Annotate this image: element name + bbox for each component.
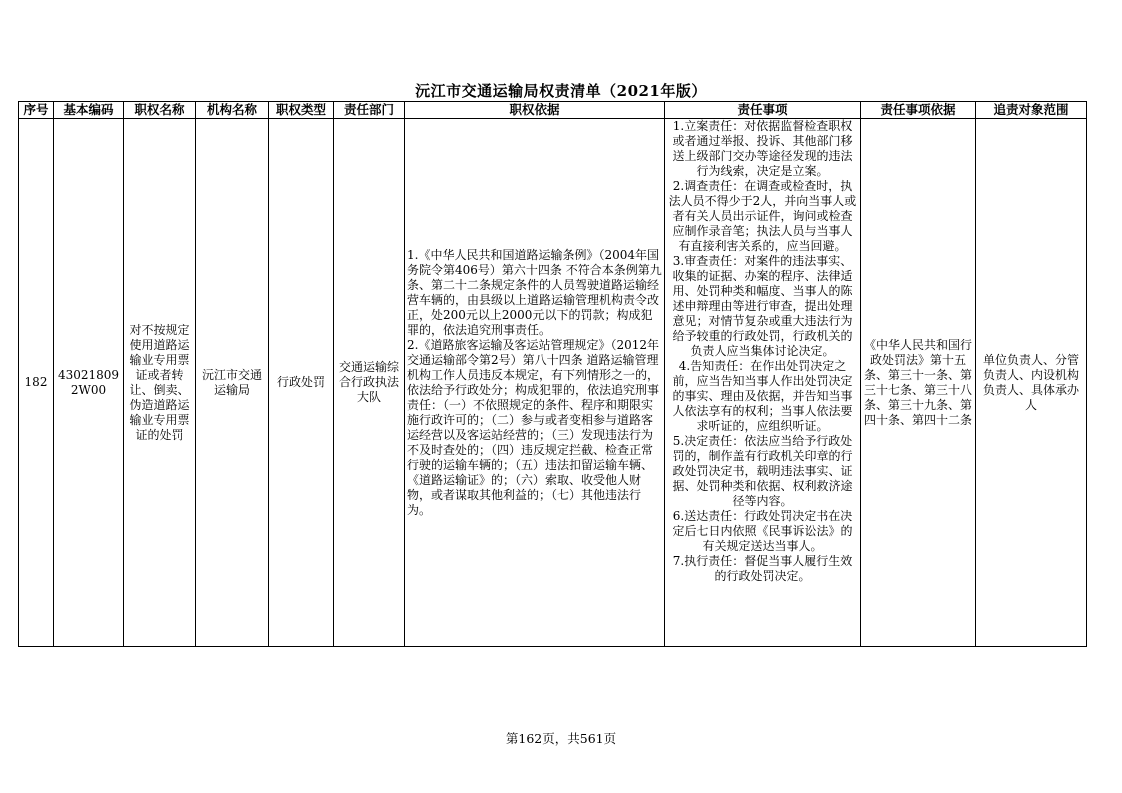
cell-power-type: 行政处罚 xyxy=(269,119,334,647)
table-row xyxy=(19,119,1087,647)
responsibility-item-2: 2.调查责任：在调查或检查时，执法人员不得少于2人，并向当事人或者有关人员出示证件，询问或检查应制作录音笔；执法人员与当事人有直接利害关系的，应当回避。 xyxy=(668,179,857,253)
responsibility-item-5: 5.决定责任：依法应当给予行政处罚的，制作盖有行政机关印章的行政处罚决定书，载明违法事实、证据、处罚种类和依据、权利救济途径等内容。 xyxy=(672,434,853,508)
header-power-name: 职权名称 xyxy=(124,102,196,119)
cell-code: 430218092W00 xyxy=(54,119,124,647)
header-agency: 机构名称 xyxy=(196,102,269,119)
cell-basis xyxy=(405,119,665,647)
responsibility-item-3: 3.审查责任：对案件的违法事实、收集的证据、办案的程序、法律适用、处罚种类和幅度、当事人的陈述申辩理由等进行审查，提出处理意见；对情节复杂或重大违法行为给予较重的行政处罚，行政机关的负责人应当集体讨论决定。 xyxy=(672,254,853,358)
header-resp-basis: 责任事项依据 xyxy=(861,102,976,119)
cell-seq: 182 xyxy=(19,119,54,647)
cell-accountability: 单位负责人、分管负责人、内设机构负责人、具体承办人 xyxy=(976,119,1087,647)
cell-resp-basis: 《中华人民共和国行政处罚法》第十五条、第三十一条、第三十七条、第三十八条、第三十九条、第四十条、第四十二条 xyxy=(861,119,976,647)
responsibility-item-7: 7.执行责任：督促当事人履行生效的行政处罚决定。 xyxy=(672,554,853,583)
cell-responsibilities xyxy=(665,119,861,647)
header-basis: 职权依据 xyxy=(405,102,665,119)
responsibility-item-4: 4.告知责任：在作出处罚决定之前，应当告知当事人作出处罚决定的事实、理由及依据，并告知当事人依法享有的权利；当事人依法要求听证的，应组织听证。 xyxy=(672,359,853,433)
header-power-type: 职权类型 xyxy=(269,102,334,119)
responsibility-item-6: 6.送达责任：行政处罚决定书在决定后七日内依照《民事诉讼法》的有关规定送达当事人。 xyxy=(672,509,853,553)
responsibility-table xyxy=(18,101,1087,647)
cell-power-name: 对不按规定使用道路运输业专用票证或者转让、倒卖、伪造道路运输业专用票证的处罚 xyxy=(124,119,196,647)
responsibility-item-1: 1.立案责任：对依据监督检查职权或者通过举报、投诉、其他部门移送上级部门交办等途径发现的违法行为线索，决定是立案。 xyxy=(672,119,853,178)
header-seq: 序号 xyxy=(19,102,54,119)
header-code: 基本编码 xyxy=(54,102,124,119)
header-responsibilities: 责任事项 xyxy=(665,102,861,119)
header-row xyxy=(19,102,1087,119)
header-department: 责任部门 xyxy=(334,102,405,119)
basis-item-1: 1.《中华人民共和国道路运输条例》（2004年国务院令第406号）第六十四条 不符合本条例第九条、第二十二条规定条件的人员驾驶道路运输经营车辆的，由县级以上道路运输管理机构责令改正，处200元以上2000元以下的罚款；构成犯罪的，依法追究刑事责任。 xyxy=(407,247,662,337)
header-accountability: 追责对象范围 xyxy=(976,102,1087,119)
basis-item-2: 2.《道路旅客运输及客运站管理规定》（2012年交通运输部令第2号）第八十四条 道路运输管理机构工作人员违反本规定，有下列情形之一的，依法给予行政处分；构成犯罪的，依法追究刑事责任：（一）不依照规定的条件、程序和期限实施行政许可的；（二）参与或者变相参与道路客运经营以及客运站经营的；（三）发现违法行为不及时查处的；（四）违反规定拦截、检查正常行驶的运输车辆的；（五）违法扣留运输车辆、《道路运输证》的；（六）索取、收受他人财物，或者谋取其他利益的；（七）其他违法行为。 xyxy=(407,337,660,517)
cell-agency: 沅江市交通运输局 xyxy=(196,119,269,647)
document-title: 沅江市交通运输局权责清单（2021年版） xyxy=(415,82,707,100)
page-number: 第162页，共561页 xyxy=(505,731,617,746)
cell-department: 交通运输综合行政执法大队 xyxy=(334,119,405,647)
